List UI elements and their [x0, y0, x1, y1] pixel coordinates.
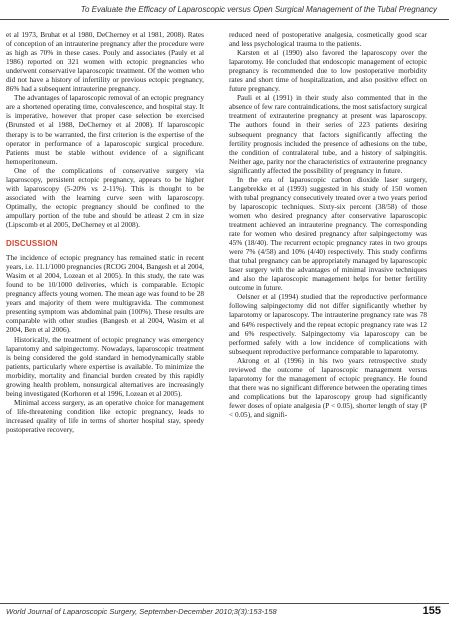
running-title: To Evaluate the Efficacy of Laparoscopic versus Open Surgical Management of the Tubal Pregnancy: [80, 5, 437, 14]
running-header: [0, 0, 449, 22]
left-paragraph-2: The advantages of laparoscopic removal of an ectopic pregnancy are a shortened operating time, convalescence, and hospital stay. It is imperative, however that proper case selection be exercised (Brunsted et al 1988, DeCherney et al 2008). If laparoscopic therapy is to be warranted, the first criterion is the expertise of the operator in performance of a laparoscopic surgical procedure. Patients must be stable without evidence of a significant hemoperitoneum.: [6, 93, 204, 166]
left-paragraph-4: The incidence of ectopic pregnancy has remained static in recent years, i.e. 11.1/1000 pregnancies (RCOG 2004, Bangesh et al 2004, Wasim et al 2004, Lozean et al 2005). In this study, the rate was found to be 10/1000 deliveries, which is comparable. Ectopic pregnancy affects young women. The mean age was found to be 28 years and majority of them were multigravida. The commonest presenting symptom was abdominal pain (100%). These results are comparable with other studies (Bangesh et al 2004, Wasim et al 2004, Ben et al 2006).: [6, 253, 204, 335]
left-paragraph-1: et al 1973, Bruhat et al 1980, DeCherney et al 1981, 2008). Rates of conception of an intrauterine pregnancy after the procedure were as high as 70% in these cases. Pouly and associates (Pauly et al 1986) reported on 321 women with ectopic pregnancies who underwent conservative laparoscopic treatment. Of the women who did not have a history of infertility or previous ectopic pregnancy, 86% had a subsequent intrauterine pregnancy.: [6, 30, 204, 94]
right-column: [229, 30, 427, 419]
discussion-heading: DISCUSSION: [6, 239, 58, 249]
page-number: 155: [422, 605, 441, 617]
left-paragraph-3: One of the complications of conservative surgery via laparoscopy, persistent ectopic pregnancy, appears to be higher with laparoscopy (5-20% vs 2-11%). This is thought to be associated with the learning curve seen with laparoscopy. Optimally, the ectopic pregnancy should be confined to the ampullary portion of the tube and should be atleast 2 cm in size (Lipscomb et al 2005, DeCherney et al 2008).: [6, 165, 204, 229]
left-paragraph-6: Minimal access surgery, as an operative choice for management of life-threatening condition like ectopic pregnancy, leads to increased quality of life in terms of shorter hospital stay, speedy postoperative recovery,: [6, 397, 204, 434]
left-paragraph-5: Historically, the treatment of ectopic pregnancy was emergency laparotomy and salpingectomy. Nowadays, laparoscopic treatment is being considered the gold standard in hemodynamically stable patients, particularly where expertise is available. To minimize the morbidity, mortality and financial burden created by this rapidly growing health problem, nonsurgical alternatives are increasingly being investigated (Korhoren et al 1996, Lozean et al 2005).: [6, 334, 204, 398]
left-column: [6, 30, 204, 434]
right-paragraph-2: Karsten et al (1990) also favored the laparoscopy over the laparotomy. He concluded that endoscopic management of ectopic pregnancy is recommended due to low postoperative morbidity rates and short time of hospitalization, and also positive effect on future pregnancy.: [229, 48, 427, 94]
right-paragraph-3: Pauli et al (1991) in their study also commented that in the absence of few rare contraindications, the most satisfactory surgical treatment of extrauterine pregnancy at present was laparoscopy. The authors found in their series of 223 patients desiring subsequent pregnancy that factors significantly affecting the fertility prognosis included the presence of adhesions on the tube, the condition of contralateral tube, and a history of salpingitis. Neither age, parity nor the characteristics of extrauterine pregnancy significantly affected the possibility of pregnancy in future.: [229, 93, 427, 175]
header-rule: [0, 19, 449, 20]
journal-citation: World Journal of Laparoscopic Surgery, September-December 2010;3(3):153-158: [6, 607, 277, 616]
right-paragraph-5: Oelsner et al (1994) studied that the reproductive performance following salpingectomy did not differ significantly whether by laparotomy or laparoscopy. The intrauterine pregnancy rate was 78 and 64% respectively and the repeat ectopic pregnancy rate was 12 and 6% respectively. Salpingectomy via laparoscopy can be performed safely with a low incidence of complications with subsequent reproductive performance comparable to laparotomy.: [229, 292, 427, 356]
footer-rule: [0, 603, 449, 604]
right-paragraph-6: Akrong et al (1996) in his two years retrospective study reviewed the outcome of laparoscopic management versus laparotomy for the management of ectopic pregnancy. He found that there was no significant difference between the operating times and complications but the laparoscopy group had significantly fewer doses of opiate analgesia (P < 0.05), shorter length of stay (P < 0.05), and signifi-: [229, 355, 427, 419]
right-paragraph-4: In the era of laparoscopic carbon dioxide laser surgery, Langebrekke et al (1993) suggested in his study of 150 women with tubal pregnancy consecutively treated over a two years period by laparoscopic techniques. Sixty-six percent (38/58) of those women who desired pregnancy after conservative laparoscopic treatment achieved an intrauterine pregnancy. The corresponding rate for women who desired pregnancy after salpingectomy was 45% (18/40). The recurrent ectopic pregnancy rates in two groups were 7% (4/58) and 10% (4/40) respectively. This study confirms that tubal pregnancy can be appropriately managed by laparoscopic laser surgery with the advantages of minimal invasive techniques and also the laparoscopic management helps for better fertility outcome in future.: [229, 174, 427, 293]
right-paragraph-1: reduced need of postoperative analgesia, cosmetically good scar and less psychological trauma to the patients.: [229, 30, 427, 49]
